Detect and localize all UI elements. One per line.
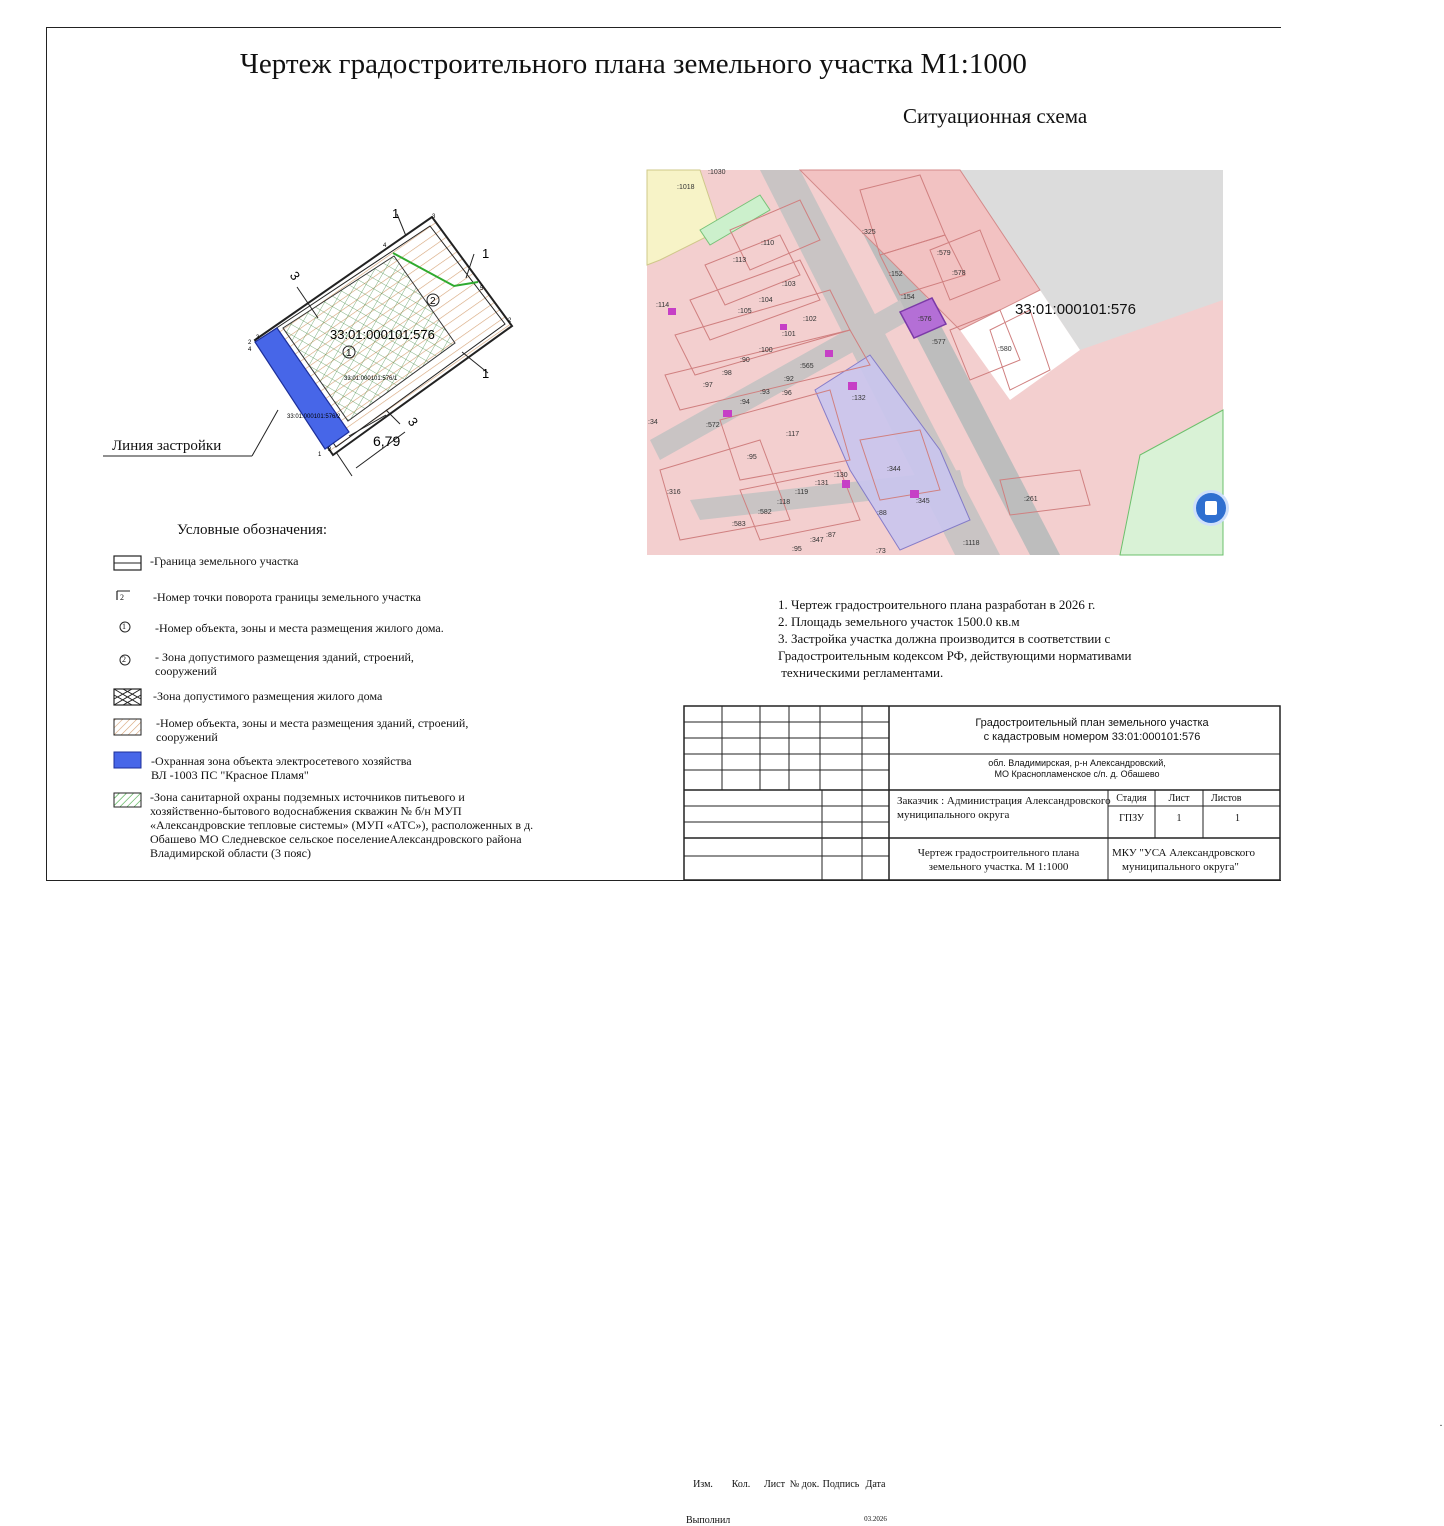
point-label: 2 (508, 318, 512, 324)
lot-label: :580 (998, 346, 1012, 353)
subzone-1-label: 33:01:000101:576/1 (344, 376, 398, 382)
doc-title-line-2: с кадастровым номером 33:01:000101:576 (983, 731, 1201, 743)
lot-label: :1018 (677, 184, 695, 191)
lot-label: :97 (703, 382, 713, 389)
zone-2-number: 2 (430, 296, 436, 307)
dimension-one-bottom: 1 (482, 366, 490, 381)
stamp-header: № док. (789, 1479, 820, 1490)
map-info-button[interactable] (1196, 493, 1226, 523)
stamp-col-stage: Стадия (1116, 793, 1147, 804)
title-block (684, 706, 1443, 1526)
lot-label: :1030 (708, 169, 726, 176)
lot-label: :152 (889, 271, 903, 278)
lot-label: :572 (706, 422, 720, 429)
legend-point-number: 2 (120, 593, 124, 602)
point-label: 4 (248, 347, 252, 353)
parcel-body (103, 214, 512, 476)
legend-one-number: 1 (122, 622, 126, 631)
lot-label: :34 (648, 419, 658, 426)
drawing-name-line-1: Чертеж градостроительного плана (917, 847, 1080, 859)
organization-line-1: МКУ "УСА Александровского (1112, 847, 1255, 859)
point-label: 1 (318, 452, 322, 458)
note-line: 3. Застройка участка должна производится в соответствии с (778, 631, 1111, 646)
lot-label: :93 (760, 389, 770, 396)
document-icon (1205, 501, 1217, 515)
lot-label: :103 (782, 281, 796, 288)
lot-label: :95 (747, 454, 757, 461)
stamp-header: Дата (865, 1479, 886, 1490)
lot-label: :583 (732, 521, 746, 528)
lot-label: :117 (786, 431, 800, 438)
doc-title (904, 716, 1280, 744)
address-line-2: МО Краснопламенское с/п. д. Обашево (994, 769, 1160, 779)
lot-label: :576 (918, 316, 932, 323)
legend-item: -Зона допустимого размещения жилого дома (153, 689, 383, 703)
lot-label: :578 (952, 270, 966, 277)
drawing-title: Чертеж градостроительного плана земельного участка М1:1000 (240, 48, 1027, 80)
doc-title-line-1: Градостроительный план земельного участка (975, 717, 1209, 729)
customer-line-2: муниципального округа (897, 809, 1010, 821)
lot-label: :347 (810, 537, 824, 544)
customer (897, 794, 1111, 822)
lot-label: :119 (795, 489, 809, 496)
legend-buildings-symbol (114, 719, 141, 735)
lot-label: :1118 (963, 540, 980, 547)
lot-label: :154 (901, 294, 915, 301)
legend-item: -Номер объекта, зоны и места размещения зданий, строений, сооружений (156, 716, 469, 744)
lot-label: :345 (916, 498, 930, 505)
lot-label: :104 (759, 297, 773, 304)
lot-label: :114 (656, 302, 670, 309)
lot-label: :92 (784, 376, 794, 383)
lot-label: :344 (887, 466, 901, 473)
stamp-col-sheet: Лист (1168, 793, 1190, 804)
notes-block (778, 596, 1131, 681)
legend-sanitary-zone-symbol (114, 793, 141, 807)
lot-label: :316 (667, 489, 681, 496)
lot-label: :132 (852, 395, 866, 402)
stamp-performed: Выполнил (686, 1515, 731, 1526)
lot-label: :96 (782, 390, 792, 397)
stamp-dot: . (1439, 1418, 1443, 1429)
point-label: 2 (328, 447, 332, 453)
legend-item: - Зона допустимого размещения зданий, строений, сооружений (155, 650, 414, 678)
note-line: 2. Площадь земельного участок 1500.0 кв.м (778, 614, 1020, 629)
legend-title: Условные обозначения: (177, 522, 328, 538)
drawing-name (889, 846, 1108, 874)
stamp-header: Изм. (693, 1479, 713, 1490)
lot-label: :579 (937, 250, 951, 257)
address-line-1: обл. Владимирская, р-н Александровский, (988, 758, 1166, 768)
legend-item: -Зона санитарной охраны подземных источников питьевого и хозяйственно-бытового водоснабжения скважин № б/н МУП «Александровские тепловые системы» (МУП «АТС»), расположенных в д. Обашево МО Следневское сельское поселениеАлександровского района Владимирской области (3 пояс) (150, 790, 534, 860)
lot-label: :102 (803, 316, 817, 323)
lot-label: :100 (759, 347, 773, 354)
dimension-one-right: 1 (482, 246, 490, 261)
lot-label: :90 (740, 357, 750, 364)
legend-power-zone-symbol (114, 752, 141, 768)
lot-label: :130 (834, 472, 848, 479)
map-parcel-label: 33:01:000101:576 (1015, 301, 1136, 318)
lot-label: :88 (877, 510, 887, 517)
stamp-header: Лист (764, 1479, 785, 1490)
legend-two-number: 2 (122, 655, 126, 664)
lot-label: :113 (733, 257, 747, 264)
dimension-one-top: 1 (392, 206, 400, 221)
point-label: 3 (432, 214, 436, 220)
lot-label: :95 (792, 546, 802, 553)
stamp-sheets: 1 (1235, 813, 1240, 824)
note-line: техническими регламентами. (778, 665, 944, 680)
legend-item: -Охранная зона объекта электросетевого хозяйства ВЛ -1003 ПС "Красное Пламя" (151, 754, 412, 782)
point-label: 2 (248, 340, 252, 346)
organization (1112, 846, 1282, 874)
note-line: Градостроительным кодексом РФ, действующими нормативами (778, 648, 1132, 663)
lot-label: :110 (761, 240, 775, 247)
dimension-setback-top: 3 (286, 268, 304, 284)
point-label: 4 (383, 243, 387, 249)
lot-label: :582 (758, 509, 772, 516)
legend-item: -Номер точки поворота границы земельного участка (153, 590, 421, 604)
parcel-drawing (90, 200, 530, 500)
stamp-sheet: 1 (1176, 813, 1182, 824)
legend-item: -Граница земельного участка (150, 554, 299, 568)
stamp-header: Кол. (731, 1479, 751, 1490)
zone-1-number: 1 (346, 348, 352, 359)
point-label: 3 (256, 335, 260, 341)
lot-label: :118 (777, 499, 791, 506)
dimension-setback-bottom: 3 (404, 414, 422, 430)
note-line: 1. Чертеж градостроительного плана разработан в 2026 г. (778, 597, 1096, 612)
lot-label: :98 (722, 370, 732, 377)
lot-label: :577 (932, 339, 946, 346)
lot-label: :101 (782, 331, 796, 338)
lot-label: :94 (740, 399, 750, 406)
dimension-width-label: 6,79 (373, 433, 401, 449)
stamp-date: 03.2026 (864, 1515, 887, 1523)
customer-line-1: Заказчик : Администрация Александровского (897, 795, 1111, 807)
lot-label: :261 (1024, 496, 1038, 503)
subzone-2-label: 33:01:000101:576/2 (287, 414, 341, 420)
lot-label: :105 (738, 308, 752, 315)
build-line-label: Линия застройки (112, 438, 222, 454)
lot-label: :131 (815, 480, 829, 487)
situation-scheme-title: Ситуационная схема (903, 104, 1088, 128)
legend-symbols (110, 550, 146, 820)
address (889, 758, 1265, 780)
stamp-header: Подпись (822, 1479, 860, 1490)
parcel-cadastral-label: 33:01:000101:576 (330, 327, 435, 342)
point-label: 5 (480, 286, 484, 292)
lot-label: :73 (876, 548, 886, 555)
lot-label: :87 (826, 532, 836, 539)
situation-map-canvas (647, 170, 1223, 555)
situation-map[interactable] (647, 170, 1223, 555)
lot-label: :565 (800, 363, 814, 370)
organization-line-2: муниципального округа" (1122, 861, 1239, 873)
stamp-stage: ГПЗУ (1119, 813, 1144, 824)
drawing-name-line-2: земельного участка. М 1:1000 (928, 861, 1069, 873)
lot-label: :325 (862, 229, 876, 236)
stamp-col-sheets: Листов (1211, 793, 1242, 804)
legend-item: -Номер объекта, зоны и места размещения жилого дома. (155, 621, 444, 635)
